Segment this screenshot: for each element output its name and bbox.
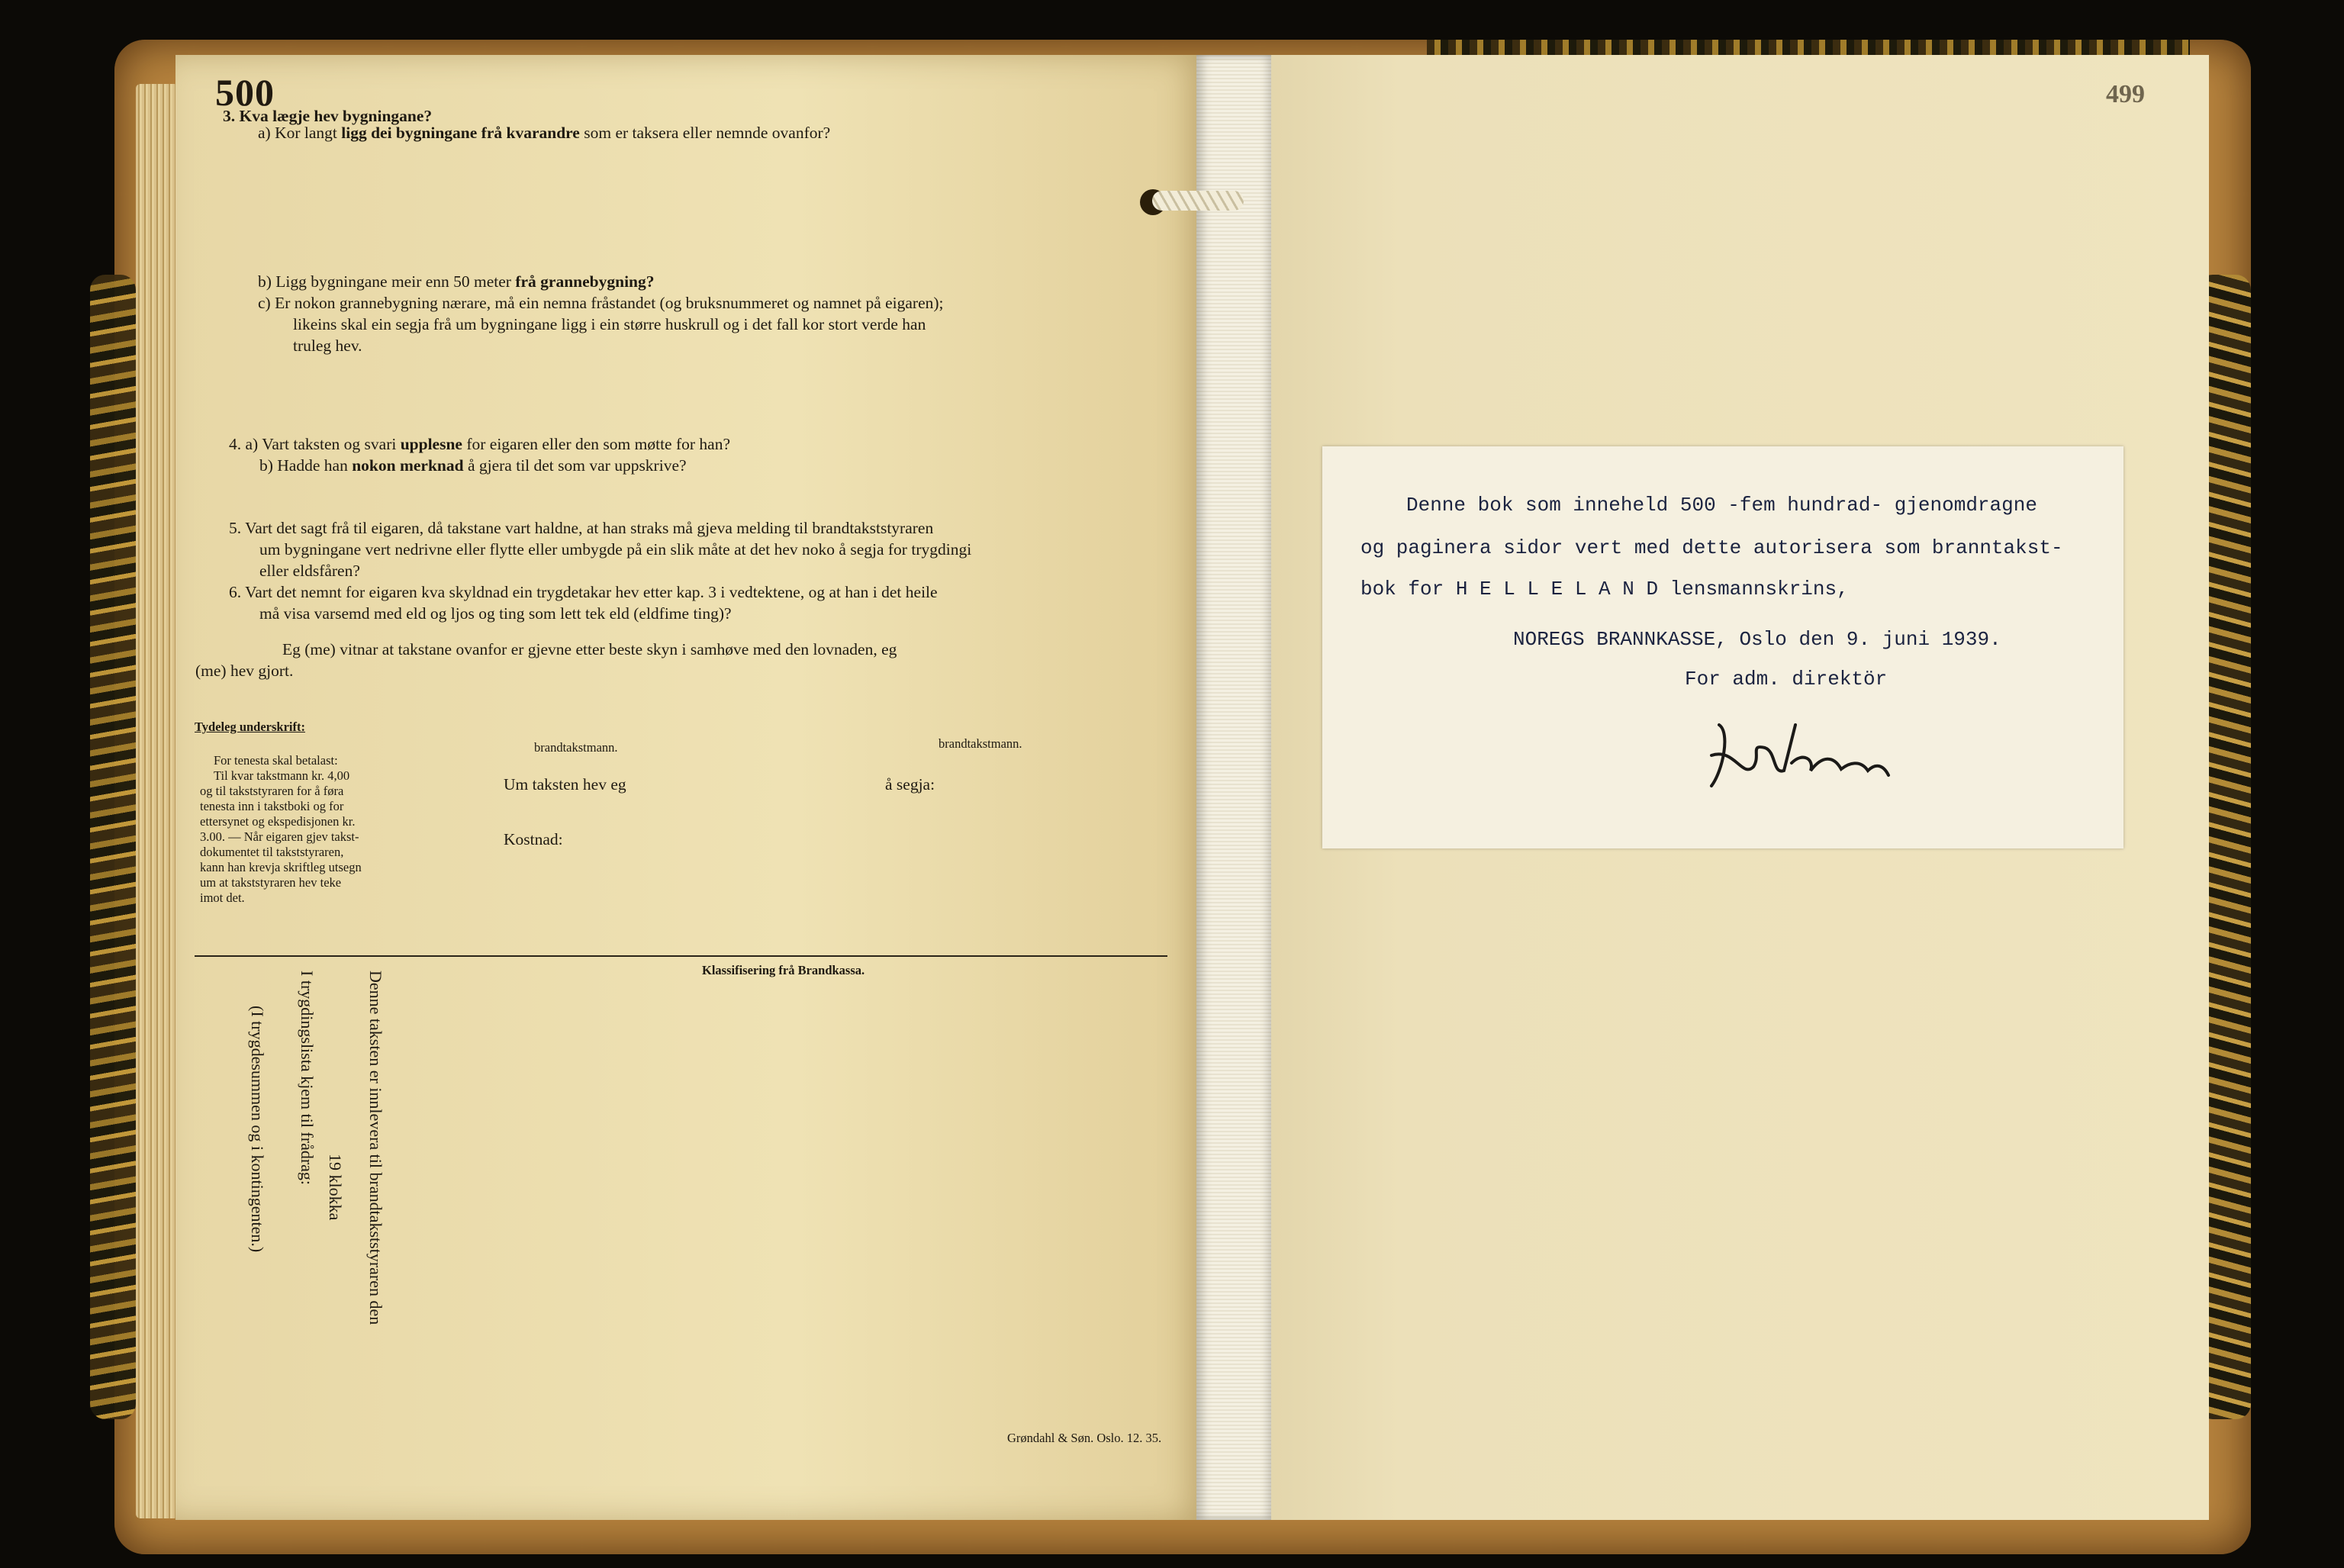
question-3a <box>258 122 830 143</box>
authorization-label <box>1322 446 2123 848</box>
classification-heading: Klassifisering frå Brandkassa. <box>702 963 865 977</box>
vertical-text-deduction: I trygdingslista kjem til frådrag: <box>298 971 317 1186</box>
witness-statement-line2: (me) hev gjort. <box>195 662 294 680</box>
question-6-line2: må visa varsemd med eld og ljos og ting som lett tek eld (eldfime ting)? <box>259 604 732 623</box>
question-5-line1: 5. Vart det sagt frå til eigaren, då takstane vart haldne, at han straks må gjeva melding til brandtakststyraren <box>229 519 934 537</box>
handwritten-signature <box>1689 710 1910 801</box>
fee-note <box>200 753 362 906</box>
question-3c-line3: truleg hev. <box>293 336 362 355</box>
fee-note-line: For tenesta skal betalast: <box>214 753 338 768</box>
kostnad-label: Kostnad: <box>504 830 563 848</box>
question-3c-line2: likeins skal ein segja frå um bygningane ligg i ein større huskrull og i det fall kor stort verde han <box>293 315 926 333</box>
a-segja-label: å segja: <box>885 775 935 794</box>
question-3b <box>258 271 655 292</box>
page-number-right: 499 <box>2106 80 2145 108</box>
question-6-line1: 6. Vart det nemnt for eigaren kva skyldnad ein trygdetakar hev etter kap. 3 i vedtektene, og at han i det heile <box>229 583 938 601</box>
um-taksten-label: Um taksten hev eg <box>504 775 626 794</box>
witness-statement-line1: Eg (me) vitnar at takstane ovanfor er gjevne etter beste skyn i samhøve med den lovnaden, eg <box>282 640 897 658</box>
classification-divider <box>195 955 1167 957</box>
page-number: 500 <box>215 71 275 114</box>
printer-imprint: Grøndahl & Søn. Oslo. 12. 35. <box>1007 1431 1162 1445</box>
q3b-prefix: b) Ligg bygningane meir enn 50 meter <box>258 272 516 291</box>
brandtakstmann-label-1: brandtakstmann. <box>534 740 618 755</box>
fee-note-line: ettersynet og ekspedisjonen kr. <box>200 814 356 829</box>
q3a-prefix: a) Kor langt <box>258 124 342 142</box>
q3a-bold: ligg dei bygningane frå kvarandre <box>341 124 580 142</box>
q4b-bold: nokon merknad <box>352 456 464 475</box>
q4a-suffix: for eigaren eller den som møtte for han? <box>462 435 730 453</box>
q4b-suffix: å gjera til det som var uppskrive? <box>463 456 687 475</box>
question-5-line2: um bygningane vert nedrivne eller flytte eller umbygde på ein slik måte at det hev noko å segja for trygdingi <box>259 540 972 559</box>
signature-label: Tydeleg underskrift: <box>195 720 305 734</box>
q4a-prefix: 4. a) Vart taksten og svari <box>229 435 401 453</box>
q3a-suffix: som er taksera eller nemnde ovanfor? <box>579 124 831 142</box>
q4a-bold: upplesne <box>400 435 462 453</box>
label-line-5: For adm. direktör <box>1685 668 1888 691</box>
vertical-text-delivered: Denne taksten er innlevera til brandtakststyraren den <box>366 971 385 1325</box>
marbled-cover-edge-left <box>90 275 136 1419</box>
fee-note-line: og til takststyraren for å føra <box>200 784 344 798</box>
q3b-bold: frå grannebygning? <box>515 272 655 291</box>
brandtakstmann-label-2: brandtakstmann. <box>939 736 1022 751</box>
fee-note-line: Til kvar takstmann kr. 4,00 <box>214 768 350 783</box>
fee-note-line: dokumentet til takststyraren, <box>200 845 344 859</box>
fee-note-line: um at takststyraren hev teke <box>200 875 342 890</box>
fee-note-line: kann han krevja skriftleg utsegn <box>200 860 362 874</box>
fee-note-line: 3.00. — Når eigaren gjev takst- <box>200 829 359 844</box>
q4b-prefix: b) Hadde han <box>259 456 353 475</box>
label-line-1: Denne bok som inneheld 500 -fem hundrad- gjenomdragne <box>1406 494 2037 517</box>
spine-cloth-strip <box>1196 55 1271 1520</box>
vertical-text-insurance-sum: (I trygdesummen og i kontingenten.) <box>248 1006 267 1253</box>
label-line-3: bok for H E L L E L A N D lensmannskrins, <box>1360 578 1849 600</box>
vertical-text-year-clock: 19 klokka <box>326 1154 345 1221</box>
question-3c-line1: c) Er nokon grannebygning nærare, må ein nemna fråstandet (og bruksnummeret og namnet på eigaren); <box>258 294 944 312</box>
question-4a <box>229 433 730 455</box>
binding-string <box>1152 191 1244 211</box>
question-4b <box>259 455 687 476</box>
question-5-line3: eller eldsfåren? <box>259 562 360 580</box>
page-stack-edges <box>136 84 179 1518</box>
fee-note-line: tenesta inn i takstboki og for <box>200 799 344 813</box>
label-line-2: og paginera sidor vert med dette autorisera som branntakst- <box>1360 536 2063 559</box>
label-line-4: NOREGS BRANNKASSE, Oslo den 9. juni 1939. <box>1513 628 2001 651</box>
fee-note-line: imot det. <box>200 890 245 905</box>
question-3-title: 3. Kva lægje hev bygningane? <box>223 107 433 125</box>
